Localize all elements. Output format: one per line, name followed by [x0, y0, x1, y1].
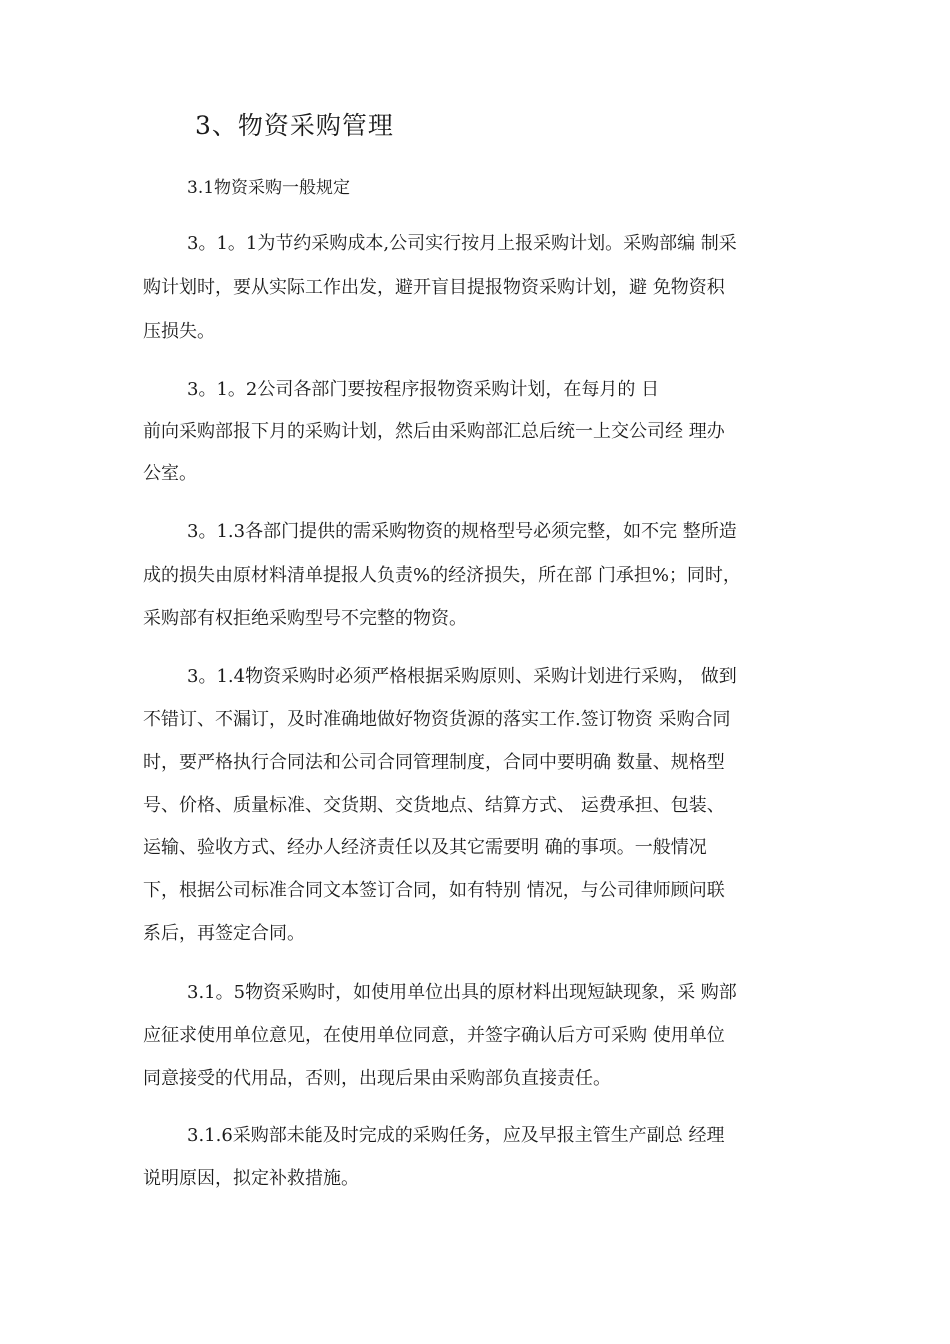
section-title: 3、物资采购管理 — [195, 111, 394, 140]
paragraph-line: 公室。 — [143, 463, 197, 484]
paragraph-line: 3。1。2公司各部门要按程序报物资采购计划，在每月的 日 — [187, 379, 660, 400]
paragraph-line: 应征求使用单位意见，在使用单位同意，并签字确认后方可采购 使用单位 — [143, 1025, 725, 1046]
paragraph-line: 购计划时，要从实际工作出发，避开盲目提报物资采购计划，避 免物资积 — [143, 277, 725, 298]
paragraph-line: 时，要严格执行合同法和公司合同管理制度，合同中要明确 数量、规格型 — [143, 752, 725, 773]
paragraph-line: 采购部有权拒绝采购型号不完整的物资。 — [143, 608, 467, 629]
paragraph-line: 成的损失由原材料清单提报人负责%的经济损失，所在部 门承担%；同时， — [143, 565, 741, 586]
paragraph-line: 下，根据公司标准合同文本签订合同，如有特别 情况，与公司律师顾问联 — [143, 880, 725, 901]
paragraph-line: 不错订、不漏订，及时准确地做好物资货源的落实工作.签订物资 采购合同 — [143, 709, 731, 730]
paragraph-line: 3.1。5物资采购时，如使用单位出具的原材料出现短缺现象，采 购部 — [187, 982, 737, 1003]
paragraph-line: 运输、验收方式、经办人经济责任以及其它需要明 确的事项。一般情况 — [143, 837, 707, 858]
paragraph-line: 系后，再签定合同。 — [143, 923, 305, 944]
subsection-title: 3.1物资采购一般规定 — [187, 178, 351, 198]
paragraph-line: 3。1.4物资采购时必须严格根据采购原则、采购计划进行采购， 做到 — [187, 666, 737, 687]
paragraph-line: 压损失。 — [143, 321, 215, 342]
paragraph-line: 同意接受的代用品，否则，出现后果由采购部负直接责任。 — [143, 1068, 611, 1089]
paragraph-line: 3。1.3各部门提供的需采购物资的规格型号必须完整，如不完 整所造 — [187, 521, 737, 542]
paragraph-line: 前向采购部报下月的采购计划，然后由采购部汇总后统一上交公司经 理办 — [143, 421, 725, 442]
paragraph-line: 说明原因，拟定补救措施。 — [143, 1168, 359, 1189]
paragraph-line: 号、价格、质量标准、交货期、交货地点、结算方式、 运费承担、包装、 — [143, 795, 725, 816]
paragraph-line: 3.1.6采购部未能及时完成的采购任务，应及早报主管生产副总 经理 — [187, 1125, 725, 1146]
paragraph-line: 3。1。1为节约采购成本,公司实行按月上报采购计划。采购部编 制采 — [187, 233, 737, 254]
